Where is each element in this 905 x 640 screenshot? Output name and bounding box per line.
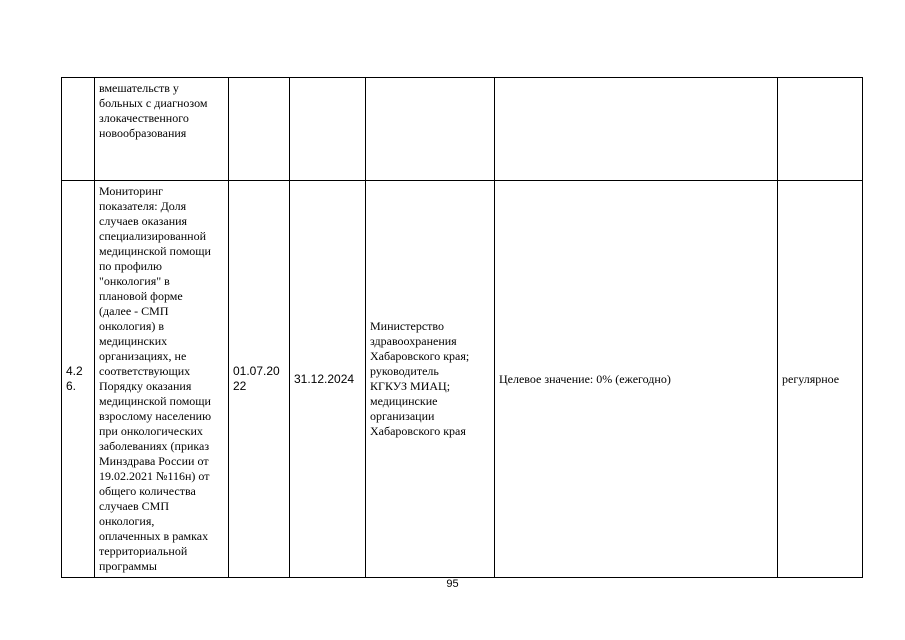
cell-type: регулярное	[778, 181, 863, 578]
cell-type	[778, 78, 863, 181]
cell-responsible: Министерство здравоохранения Хабаровского края; руководитель КГКУЗ МИАЦ; медицинские организации Хабаровского края	[366, 181, 495, 578]
table-row-continued	[62, 78, 863, 181]
cell-end-date: 31.12.2024	[290, 181, 366, 578]
cell-measure-name: Мониторинг показателя: Доля случаев оказания специализированной медицинской помощи по профилю "онкология" в плановой форме (далее - СМП онкология) в медицинских организациях, не соответствующих Порядку оказания медицинской помощи взрослому населению при онкологических заболеваниях (приказ Минздрава России от 19.02.2021 №116н) от общего количества случаев СМП онкология, оплаченных в рамках территориальной программы	[95, 181, 229, 578]
plan-table	[61, 77, 863, 578]
page-number: 95	[446, 578, 459, 590]
cell-indicator: Целевое значение: 0% (ежегодно)	[495, 181, 778, 578]
cell-start-date	[229, 78, 290, 181]
cell-end-date	[290, 78, 366, 181]
cell-indicator	[495, 78, 778, 181]
cell-number: 4.2 6.	[62, 181, 95, 578]
cell-start-date: 01.07.20 22	[229, 181, 290, 578]
cell-number	[62, 78, 95, 181]
cell-responsible	[366, 78, 495, 181]
table-row-4-26	[62, 181, 863, 578]
cell-measure-name: вмешательств у больных с диагнозом злокачественного новообразования	[95, 78, 229, 181]
